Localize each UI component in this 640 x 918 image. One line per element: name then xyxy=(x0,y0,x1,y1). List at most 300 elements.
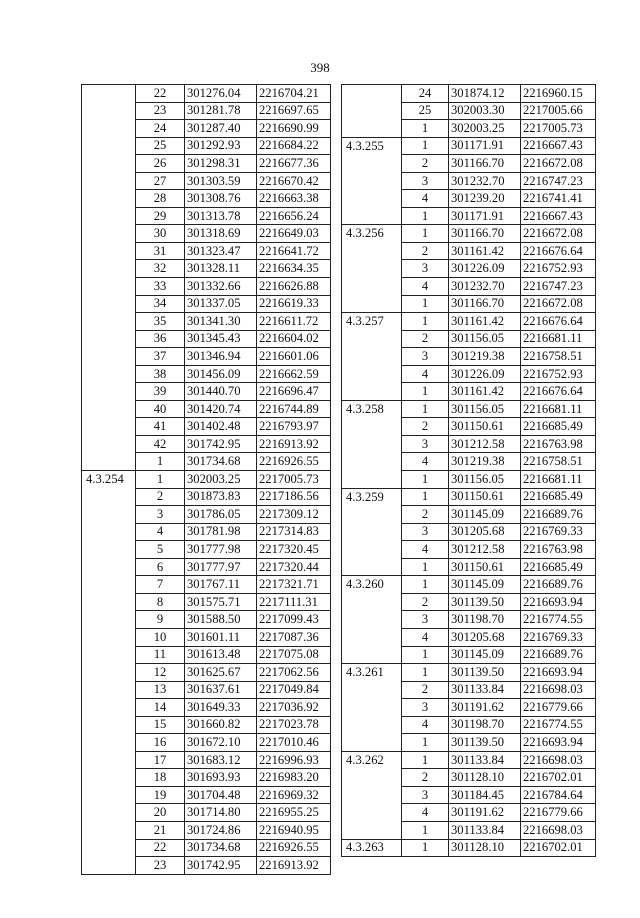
point-number-cell: 3 xyxy=(136,506,185,524)
section-number-cell xyxy=(82,558,136,576)
section-number-cell xyxy=(82,576,136,594)
y-coordinate-cell: 2216681.11 xyxy=(521,330,596,348)
y-coordinate-cell: 2216983.20 xyxy=(257,769,331,787)
x-coordinate-cell: 301156.05 xyxy=(449,471,521,489)
y-coordinate-cell: 2216779.66 xyxy=(521,699,596,717)
table-row xyxy=(82,541,331,559)
y-coordinate-cell: 2216960.15 xyxy=(521,85,596,103)
section-number-cell xyxy=(342,716,402,734)
x-coordinate-cell: 301232.70 xyxy=(449,172,521,190)
point-number-cell: 2 xyxy=(402,242,449,260)
section-number-cell xyxy=(82,400,136,418)
x-coordinate-cell: 301588.50 xyxy=(185,611,257,629)
point-number-cell: 4 xyxy=(136,523,185,541)
table-row xyxy=(342,190,596,208)
x-coordinate-cell: 301601.11 xyxy=(185,628,257,646)
section-number-cell xyxy=(82,839,136,857)
y-coordinate-cell: 2216926.55 xyxy=(257,839,331,857)
point-number-cell: 20 xyxy=(136,804,185,822)
x-coordinate-cell: 301198.70 xyxy=(449,611,521,629)
section-number-cell xyxy=(82,383,136,401)
y-coordinate-cell: 2217314.83 xyxy=(257,523,331,541)
point-number-cell: 9 xyxy=(136,611,185,629)
x-coordinate-cell: 301456.09 xyxy=(185,365,257,383)
point-number-cell: 35 xyxy=(136,313,185,331)
point-number-cell: 3 xyxy=(402,172,449,190)
point-number-cell: 30 xyxy=(136,225,185,243)
y-coordinate-cell: 2216672.08 xyxy=(521,295,596,313)
section-number-cell xyxy=(82,137,136,155)
point-number-cell: 7 xyxy=(136,576,185,594)
point-number-cell: 2 xyxy=(402,769,449,787)
x-coordinate-cell: 301205.68 xyxy=(449,523,521,541)
point-number-cell: 3 xyxy=(402,699,449,717)
x-coordinate-cell: 301133.84 xyxy=(449,751,521,769)
y-coordinate-cell: 2217309.12 xyxy=(257,506,331,524)
point-number-cell: 1 xyxy=(402,225,449,243)
point-number-cell: 2 xyxy=(136,488,185,506)
x-coordinate-cell: 301156.05 xyxy=(449,400,521,418)
y-coordinate-cell: 2216685.49 xyxy=(521,558,596,576)
y-coordinate-cell: 2217005.66 xyxy=(521,102,596,120)
y-coordinate-cell: 2217010.46 xyxy=(257,734,331,752)
x-coordinate-cell: 301161.42 xyxy=(449,242,521,260)
y-coordinate-cell: 2216769.33 xyxy=(521,523,596,541)
section-number-cell xyxy=(342,383,402,401)
table-row xyxy=(82,699,331,717)
table-row xyxy=(342,225,596,243)
y-coordinate-cell: 2216752.93 xyxy=(521,260,596,278)
x-coordinate-cell: 301150.61 xyxy=(449,488,521,506)
section-number-cell xyxy=(82,365,136,383)
x-coordinate-cell: 301742.95 xyxy=(185,857,257,875)
table-row xyxy=(342,839,596,857)
x-coordinate-cell: 301767.11 xyxy=(185,576,257,594)
point-number-cell: 26 xyxy=(136,155,185,173)
y-coordinate-cell: 2217049.84 xyxy=(257,681,331,699)
x-coordinate-cell: 301345.43 xyxy=(185,330,257,348)
y-coordinate-cell: 2216696.47 xyxy=(257,383,331,401)
x-coordinate-cell: 301683.12 xyxy=(185,751,257,769)
x-coordinate-cell: 301166.70 xyxy=(449,295,521,313)
x-coordinate-cell: 301161.42 xyxy=(449,383,521,401)
section-number-cell xyxy=(342,506,402,524)
x-coordinate-cell: 301341.30 xyxy=(185,313,257,331)
x-coordinate-cell: 301171.91 xyxy=(449,207,521,225)
page-number: 398 xyxy=(310,60,330,75)
y-coordinate-cell: 2216604.02 xyxy=(257,330,331,348)
table-row xyxy=(82,821,331,839)
section-number-cell xyxy=(82,699,136,717)
x-coordinate-cell: 301318.69 xyxy=(185,225,257,243)
table-row xyxy=(82,734,331,752)
point-number-cell: 24 xyxy=(136,120,185,138)
y-coordinate-cell: 2216969.32 xyxy=(257,786,331,804)
section-number-cell xyxy=(342,242,402,260)
table-row xyxy=(82,260,331,278)
x-coordinate-cell: 301212.58 xyxy=(449,541,521,559)
section-number-cell: 4.3.257 xyxy=(342,313,402,331)
x-coordinate-cell: 301219.38 xyxy=(449,453,521,471)
y-coordinate-cell: 2217111.31 xyxy=(257,593,331,611)
point-number-cell: 1 xyxy=(136,453,185,471)
y-coordinate-cell: 2216747.23 xyxy=(521,278,596,296)
table-row xyxy=(342,120,596,138)
x-coordinate-cell: 301145.09 xyxy=(449,646,521,664)
point-number-cell: 27 xyxy=(136,172,185,190)
point-number-cell: 1 xyxy=(402,576,449,594)
section-number-cell xyxy=(82,786,136,804)
point-number-cell: 1 xyxy=(402,313,449,331)
table-row xyxy=(342,699,596,717)
section-number-cell xyxy=(82,488,136,506)
table-row xyxy=(82,365,331,383)
table-row xyxy=(342,804,596,822)
y-coordinate-cell: 2216619.33 xyxy=(257,295,331,313)
point-number-cell: 3 xyxy=(402,523,449,541)
y-coordinate-cell: 2216913.92 xyxy=(257,857,331,875)
point-number-cell: 38 xyxy=(136,365,185,383)
x-coordinate-cell: 301308.76 xyxy=(185,190,257,208)
point-number-cell: 3 xyxy=(402,348,449,366)
y-coordinate-cell: 2217186.56 xyxy=(257,488,331,506)
y-coordinate-cell: 2216763.98 xyxy=(521,541,596,559)
y-coordinate-cell: 2216741.41 xyxy=(521,190,596,208)
section-number-cell: 4.3.263 xyxy=(342,839,402,857)
point-number-cell: 18 xyxy=(136,769,185,787)
table-row xyxy=(342,593,596,611)
table-row xyxy=(342,664,596,682)
section-number-cell xyxy=(342,85,402,103)
section-number-cell xyxy=(82,506,136,524)
y-coordinate-cell: 2216697.65 xyxy=(257,102,331,120)
point-number-cell: 12 xyxy=(136,664,185,682)
y-coordinate-cell: 2217320.45 xyxy=(257,541,331,559)
table-row xyxy=(82,716,331,734)
y-coordinate-cell: 2216763.98 xyxy=(521,435,596,453)
x-coordinate-cell: 301292.93 xyxy=(185,137,257,155)
point-number-cell: 22 xyxy=(136,839,185,857)
x-coordinate-cell: 301402.48 xyxy=(185,418,257,436)
section-number-cell xyxy=(342,172,402,190)
point-number-cell: 37 xyxy=(136,348,185,366)
point-number-cell: 39 xyxy=(136,383,185,401)
x-coordinate-cell: 301128.10 xyxy=(449,839,521,857)
y-coordinate-cell: 2217005.73 xyxy=(257,471,331,489)
table-row xyxy=(342,400,596,418)
x-coordinate-cell: 301219.38 xyxy=(449,348,521,366)
point-number-cell: 1 xyxy=(136,471,185,489)
section-number-cell xyxy=(82,769,136,787)
section-number-cell xyxy=(82,85,136,103)
y-coordinate-cell: 2216996.93 xyxy=(257,751,331,769)
table-row xyxy=(342,260,596,278)
coordinates-table-body xyxy=(82,85,331,875)
y-coordinate-cell: 2217320.44 xyxy=(257,558,331,576)
point-number-cell: 1 xyxy=(402,137,449,155)
table-row xyxy=(82,102,331,120)
table-row xyxy=(342,137,596,155)
section-number-cell xyxy=(342,418,402,436)
y-coordinate-cell: 2216689.76 xyxy=(521,506,596,524)
section-number-cell xyxy=(342,646,402,664)
section-number-cell xyxy=(342,611,402,629)
section-number-cell xyxy=(82,664,136,682)
table-row xyxy=(82,471,331,489)
table-row xyxy=(82,488,331,506)
x-coordinate-cell: 301777.97 xyxy=(185,558,257,576)
table-row xyxy=(342,418,596,436)
x-coordinate-cell: 301734.68 xyxy=(185,839,257,857)
x-coordinate-cell: 301714.80 xyxy=(185,804,257,822)
point-number-cell: 1 xyxy=(402,295,449,313)
table-row xyxy=(342,313,596,331)
point-number-cell: 1 xyxy=(402,734,449,752)
table-row xyxy=(342,172,596,190)
y-coordinate-cell: 2216698.03 xyxy=(521,751,596,769)
point-number-cell: 2 xyxy=(402,593,449,611)
table-row xyxy=(82,453,331,471)
table-row xyxy=(342,523,596,541)
point-number-cell: 3 xyxy=(402,611,449,629)
section-number-cell xyxy=(342,120,402,138)
table-row xyxy=(82,242,331,260)
point-number-cell: 5 xyxy=(136,541,185,559)
y-coordinate-cell: 2216676.64 xyxy=(521,313,596,331)
point-number-cell: 23 xyxy=(136,102,185,120)
section-number-cell xyxy=(342,769,402,787)
x-coordinate-cell: 301145.09 xyxy=(449,506,521,524)
section-number-cell xyxy=(342,435,402,453)
section-number-cell xyxy=(82,348,136,366)
table-row xyxy=(342,102,596,120)
point-number-cell: 40 xyxy=(136,400,185,418)
point-number-cell: 34 xyxy=(136,295,185,313)
y-coordinate-cell: 2217005.73 xyxy=(521,120,596,138)
x-coordinate-cell: 301161.42 xyxy=(449,313,521,331)
x-coordinate-cell: 301287.40 xyxy=(185,120,257,138)
x-coordinate-cell: 301575.71 xyxy=(185,593,257,611)
x-coordinate-cell: 301781.98 xyxy=(185,523,257,541)
section-number-cell xyxy=(82,681,136,699)
section-number-cell: 4.3.256 xyxy=(342,225,402,243)
section-number-cell xyxy=(342,786,402,804)
table-row xyxy=(342,295,596,313)
x-coordinate-cell: 301139.50 xyxy=(449,664,521,682)
x-coordinate-cell: 301281.78 xyxy=(185,102,257,120)
section-number-cell xyxy=(342,734,402,752)
section-number-cell xyxy=(342,593,402,611)
table-row xyxy=(342,278,596,296)
y-coordinate-cell: 2216662.59 xyxy=(257,365,331,383)
x-coordinate-cell: 301303.59 xyxy=(185,172,257,190)
y-coordinate-cell: 2216744.89 xyxy=(257,400,331,418)
point-number-cell: 1 xyxy=(402,488,449,506)
point-number-cell: 1 xyxy=(402,471,449,489)
table-row xyxy=(82,523,331,541)
point-number-cell: 3 xyxy=(402,786,449,804)
table-row xyxy=(82,85,331,103)
y-coordinate-cell: 2217321.71 xyxy=(257,576,331,594)
point-number-cell: 16 xyxy=(136,734,185,752)
y-coordinate-cell: 2216670.42 xyxy=(257,172,331,190)
y-coordinate-cell: 2216955.25 xyxy=(257,804,331,822)
y-coordinate-cell: 2216611.72 xyxy=(257,313,331,331)
point-number-cell: 15 xyxy=(136,716,185,734)
point-number-cell: 1 xyxy=(402,400,449,418)
point-number-cell: 4 xyxy=(402,190,449,208)
x-coordinate-cell: 301313.78 xyxy=(185,207,257,225)
y-coordinate-cell: 2216698.03 xyxy=(521,821,596,839)
table-row xyxy=(342,734,596,752)
section-number-cell xyxy=(82,857,136,875)
y-coordinate-cell: 2216689.76 xyxy=(521,576,596,594)
y-coordinate-cell: 2216681.11 xyxy=(521,400,596,418)
point-number-cell: 2 xyxy=(402,330,449,348)
point-number-cell: 1 xyxy=(402,751,449,769)
section-number-cell: 4.3.259 xyxy=(342,488,402,506)
point-number-cell: 33 xyxy=(136,278,185,296)
y-coordinate-cell: 2216698.03 xyxy=(521,681,596,699)
section-number-cell xyxy=(82,313,136,331)
x-coordinate-cell: 301171.91 xyxy=(449,137,521,155)
x-coordinate-cell: 301328.11 xyxy=(185,260,257,278)
table-row xyxy=(342,435,596,453)
point-number-cell: 19 xyxy=(136,786,185,804)
table-row xyxy=(82,786,331,804)
y-coordinate-cell: 2216641.72 xyxy=(257,242,331,260)
section-number-cell xyxy=(82,225,136,243)
table-row xyxy=(342,821,596,839)
point-number-cell: 4 xyxy=(402,628,449,646)
section-number-cell xyxy=(342,699,402,717)
y-coordinate-cell: 2217075.08 xyxy=(257,646,331,664)
point-number-cell: 29 xyxy=(136,207,185,225)
point-number-cell: 32 xyxy=(136,260,185,278)
section-number-cell xyxy=(342,102,402,120)
x-coordinate-cell: 301337.05 xyxy=(185,295,257,313)
y-coordinate-cell: 2216656.24 xyxy=(257,207,331,225)
point-number-cell: 2 xyxy=(402,418,449,436)
section-number-cell xyxy=(82,611,136,629)
x-coordinate-cell: 301128.10 xyxy=(449,769,521,787)
section-number-cell xyxy=(342,260,402,278)
section-number-cell xyxy=(342,190,402,208)
table-row xyxy=(82,839,331,857)
point-number-cell: 14 xyxy=(136,699,185,717)
section-number-cell xyxy=(82,120,136,138)
x-coordinate-cell: 301693.93 xyxy=(185,769,257,787)
x-coordinate-cell: 301346.94 xyxy=(185,348,257,366)
x-coordinate-cell: 301166.70 xyxy=(449,155,521,173)
point-number-cell: 2 xyxy=(402,681,449,699)
x-coordinate-cell: 301440.70 xyxy=(185,383,257,401)
table-row xyxy=(82,681,331,699)
y-coordinate-cell: 2216926.55 xyxy=(257,453,331,471)
y-coordinate-cell: 2216784.64 xyxy=(521,786,596,804)
section-number-cell xyxy=(342,348,402,366)
point-number-cell: 11 xyxy=(136,646,185,664)
y-coordinate-cell: 2216769.33 xyxy=(521,628,596,646)
table-row xyxy=(82,558,331,576)
point-number-cell: 2 xyxy=(402,155,449,173)
point-number-cell: 21 xyxy=(136,821,185,839)
section-number-cell xyxy=(342,207,402,225)
x-coordinate-cell: 301420.74 xyxy=(185,400,257,418)
table-row xyxy=(82,155,331,173)
section-number-cell xyxy=(82,190,136,208)
section-number-cell xyxy=(82,172,136,190)
coordinates-table-right xyxy=(341,84,596,857)
table-row xyxy=(82,172,331,190)
x-coordinate-cell: 301191.62 xyxy=(449,804,521,822)
section-number-cell xyxy=(342,278,402,296)
table-row xyxy=(82,348,331,366)
x-coordinate-cell: 301139.50 xyxy=(449,593,521,611)
x-coordinate-cell: 302003.25 xyxy=(185,471,257,489)
section-number-cell xyxy=(342,541,402,559)
table-row xyxy=(342,611,596,629)
x-coordinate-cell: 301150.61 xyxy=(449,418,521,436)
table-row xyxy=(82,857,331,875)
table-row xyxy=(82,190,331,208)
coordinates-table-body xyxy=(342,85,596,857)
y-coordinate-cell: 2216779.66 xyxy=(521,804,596,822)
section-number-cell xyxy=(82,453,136,471)
table-row xyxy=(82,769,331,787)
section-number-cell xyxy=(342,155,402,173)
table-row xyxy=(342,751,596,769)
y-coordinate-cell: 2216693.94 xyxy=(521,593,596,611)
x-coordinate-cell: 301191.62 xyxy=(449,699,521,717)
x-coordinate-cell: 301133.84 xyxy=(449,681,521,699)
y-coordinate-cell: 2216601.06 xyxy=(257,348,331,366)
x-coordinate-cell: 301226.09 xyxy=(449,365,521,383)
point-number-cell: 4 xyxy=(402,453,449,471)
section-number-cell xyxy=(82,102,136,120)
y-coordinate-cell: 2216667.43 xyxy=(521,137,596,155)
table-row xyxy=(342,453,596,471)
section-number-cell xyxy=(82,734,136,752)
table-row xyxy=(82,646,331,664)
table-row xyxy=(82,593,331,611)
point-number-cell: 41 xyxy=(136,418,185,436)
point-number-cell: 13 xyxy=(136,681,185,699)
table-row xyxy=(342,155,596,173)
section-number-cell xyxy=(82,593,136,611)
section-number-cell: 4.3.258 xyxy=(342,400,402,418)
x-coordinate-cell: 301613.48 xyxy=(185,646,257,664)
y-coordinate-cell: 2216747.23 xyxy=(521,172,596,190)
section-number-cell xyxy=(342,804,402,822)
y-coordinate-cell: 2216663.38 xyxy=(257,190,331,208)
y-coordinate-cell: 2216676.64 xyxy=(521,383,596,401)
table-row xyxy=(342,383,596,401)
point-number-cell: 22 xyxy=(136,85,185,103)
section-number-cell xyxy=(82,751,136,769)
x-coordinate-cell: 301139.50 xyxy=(449,734,521,752)
table-row xyxy=(342,242,596,260)
table-row xyxy=(82,137,331,155)
point-number-cell: 28 xyxy=(136,190,185,208)
section-number-cell xyxy=(82,541,136,559)
point-number-cell: 4 xyxy=(402,804,449,822)
y-coordinate-cell: 2216681.11 xyxy=(521,471,596,489)
section-number-cell xyxy=(82,330,136,348)
table-row xyxy=(82,278,331,296)
y-coordinate-cell: 2216913.92 xyxy=(257,435,331,453)
section-number-cell xyxy=(82,418,136,436)
